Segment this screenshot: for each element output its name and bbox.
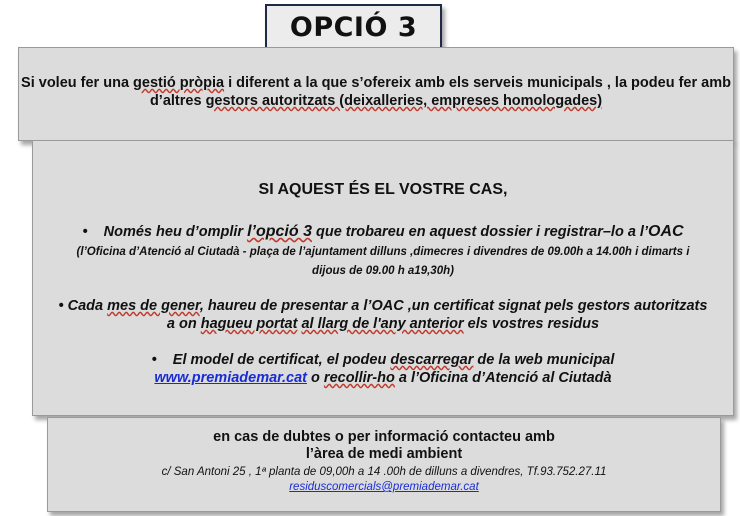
p2-any-anterior: al llarg de l'any anterior: [301, 316, 464, 332]
p2-mes-gener: mes de gener: [107, 298, 200, 314]
contact-panel: [47, 417, 721, 512]
p3-descarregar: descarregar: [390, 352, 474, 368]
contact-email-link[interactable]: residuscomercials@premiademar.cat: [289, 481, 479, 493]
p2-text-c: , haureu de presentar a l’OAC ,un certificat signat pels gestors autoritzats a on: [166, 298, 708, 332]
main-heading: SI AQUEST ÉS EL VOSTRE CAS,: [258, 181, 508, 198]
intro-text-3: i diferent a la que s’ofereix amb els serveis municipals , la podeu fer amb d’altres: [149, 75, 731, 109]
p3-text-d: o: [307, 370, 324, 386]
p1-oac-details: (l’Oficina d’Atenció al Ciutadà - plaça de l’ajuntament dilluns ,dimecres i divendres de 09.00h a 14.00h i dimarts i dijous de 09.00 h a19,30h): [76, 246, 690, 277]
p1-opcio-3: l’opció 3: [247, 223, 312, 240]
p2-text-g: els vostres residus: [463, 316, 600, 332]
paragraph-download: [33, 351, 733, 387]
paragraph-certificate: [33, 297, 733, 333]
page-title: OPCIÓ 3: [289, 11, 418, 43]
website-link[interactable]: www.premiademar.cat: [154, 370, 307, 386]
p1-oac: OAC: [648, 223, 684, 240]
p2-hagueu-portat: hagueu portat: [200, 316, 298, 332]
intro-text: [19, 74, 733, 110]
intro-gestors-autoritzats: gestors autoritzats (deixalleries, empreses homologades): [205, 93, 603, 109]
contact-line-1: en cas de dubtes o per informació contacteu amb: [213, 429, 555, 445]
p1-text-c: que trobareu en aquest dossier i registrar–lo a l’: [311, 224, 648, 240]
bullet: •: [82, 224, 88, 240]
contact-address: c/ San Antoni 25 , 1ª planta de 09,00h a 14 .00h de dilluns a divendres, Tf.93.752.27.11: [161, 466, 607, 478]
bullet: •: [58, 298, 64, 314]
p3-text-f: a l’Oficina d’Atenció al Ciutadà: [394, 370, 612, 386]
p3-text-c: de la web municipal: [473, 352, 615, 368]
p3-text-a: El model de certificat, el podeu: [172, 352, 391, 368]
title-box: [265, 4, 442, 50]
paragraph-oac: [33, 223, 733, 280]
p3-recollir: recollir-ho: [323, 370, 395, 386]
intro-gestio-propia: gestió pròpia: [133, 75, 225, 91]
main-panel: [32, 140, 734, 416]
p2-text-a: Cada: [63, 298, 108, 314]
contact-line-2: l’àrea de medi ambient: [305, 446, 463, 462]
intro-text-1: Si voleu fer una: [21, 75, 134, 91]
p1-text-a: Només heu d’omplir: [103, 224, 248, 240]
bullet: •: [151, 352, 157, 368]
intro-panel: [18, 47, 734, 141]
